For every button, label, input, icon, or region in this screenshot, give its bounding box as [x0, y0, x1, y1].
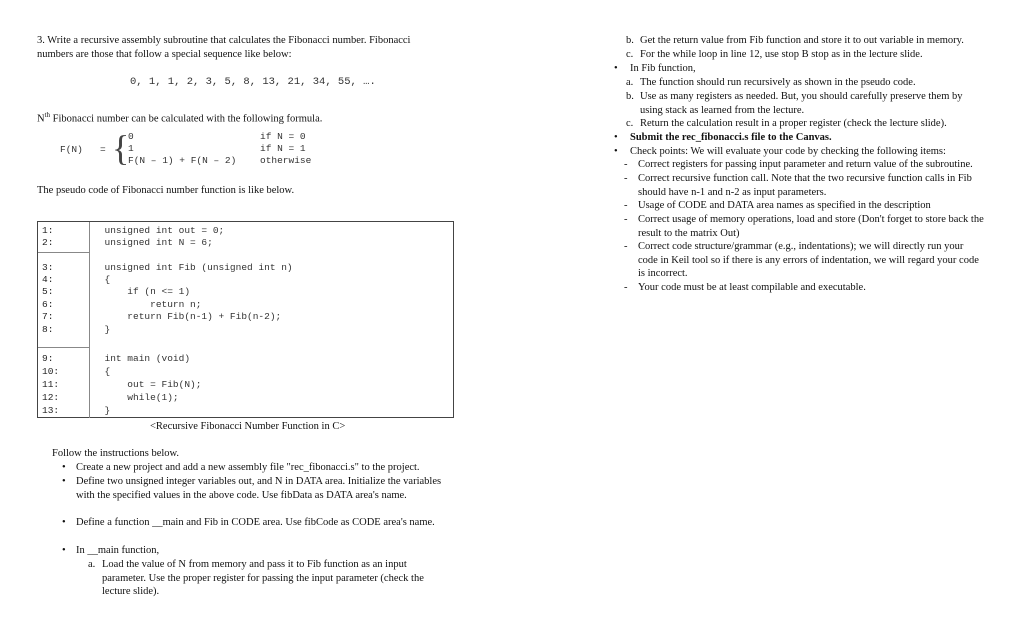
code-line	[42, 392, 179, 403]
code-line	[42, 379, 201, 390]
line-number: 9:	[42, 353, 54, 364]
formula-case-value: 1	[128, 143, 134, 154]
sub-label: a.	[88, 559, 96, 570]
follow-instructions: Follow the instructions below.	[52, 448, 180, 459]
bullet-dot: •	[614, 146, 618, 157]
check-item	[624, 158, 984, 172]
dash-glyph: -	[624, 214, 628, 225]
check-item-text: Usage of CODE and DATA area names as specified in the description	[638, 200, 931, 211]
formula-case-cond: if N = 0	[260, 131, 306, 142]
check-item	[624, 240, 984, 281]
code-line	[42, 237, 213, 248]
code-line	[42, 225, 224, 236]
bullet-dot: •	[62, 462, 66, 473]
bullet-dot: •	[62, 517, 66, 528]
code-line	[42, 405, 110, 416]
line-number: 5:	[42, 286, 54, 297]
code-text: unsigned int out = 0;	[76, 225, 225, 236]
submit-text: Submit the rec_fibonacci.s file to the Canvas.	[630, 132, 832, 143]
code-text: while(1);	[76, 392, 179, 403]
bullet-dot: •	[62, 545, 66, 556]
line-number: 8:	[42, 324, 54, 335]
check-item-text: Correct recursive function call. Note that the two recursive function calls in Fib should have n-1 and n-2 as input parameters.	[638, 173, 972, 198]
code-text: if (n <= 1)	[76, 286, 191, 297]
check-item-text: Correct registers for passing input parameter and return value of the subroutine.	[638, 159, 973, 170]
line-number: 4:	[42, 274, 54, 285]
code-line	[42, 311, 281, 322]
formula-brace: {	[112, 128, 130, 168]
bullet-text: In Fib function,	[630, 63, 696, 74]
formula-case-cond: if N = 1	[260, 143, 306, 154]
bullet-item	[62, 475, 457, 502]
pseudo-code-box	[37, 221, 454, 418]
bullet-item	[62, 516, 457, 530]
code-line	[42, 262, 293, 273]
bullet-dot: •	[62, 476, 66, 487]
code-text: unsigned int N = 6;	[76, 237, 213, 248]
sub-label: c.	[626, 118, 634, 129]
code-text: out = Fib(N);	[76, 379, 202, 390]
code-text: }	[76, 405, 111, 416]
check-item	[624, 281, 984, 295]
formula-case-cond: otherwise	[260, 155, 312, 166]
dash-glyph: -	[624, 159, 628, 170]
check-item-text: Your code must be at least compilable and executable.	[638, 282, 866, 293]
check-item	[624, 199, 984, 213]
line-number: 2:	[42, 237, 54, 248]
code-line	[42, 299, 201, 310]
nth-text: Fibonacci number can be calculated with the following formula.	[50, 113, 323, 125]
sub-text: Get the return value from Fib function and store it to out variable in memory.	[640, 35, 964, 46]
code-line	[42, 353, 190, 364]
sub-text: For the while loop in line 12, use stop B stop as in the lecture slide.	[640, 49, 923, 60]
sub-item	[626, 34, 986, 48]
check-item-text: Correct code structure/grammar (e.g., indentations); we will directly run your code in Keil tool so if there is any errors of indentation, we will regard your code is incorrect.	[638, 241, 979, 279]
nth-formula-intro	[37, 109, 322, 126]
sub-item	[626, 117, 986, 131]
code-text: }	[76, 324, 111, 335]
bullet-item	[614, 62, 984, 76]
line-number: 1:	[42, 225, 54, 236]
formula-eq: =	[100, 144, 106, 155]
dash-glyph: -	[624, 200, 628, 211]
code-line	[42, 286, 190, 297]
bullet-item	[62, 544, 457, 558]
bullet-text: In __main function,	[76, 545, 160, 556]
code-text: {	[76, 274, 111, 285]
sub-item	[626, 76, 986, 90]
bullet-text: Create a new project and add a new assembly file "rec_fibonacci.s" to the project.	[76, 462, 420, 473]
code-line	[42, 366, 110, 377]
fibonacci-formula	[60, 130, 390, 170]
dash-glyph: -	[624, 173, 628, 184]
code-line	[42, 274, 110, 285]
question-title: 3. Write a recursive assembly subroutine that calculates the Fibonacci number. Fibonacci numbers are those that follow a special sequence like below:	[37, 35, 411, 60]
line-number: 3:	[42, 262, 54, 273]
dash-glyph: -	[624, 241, 628, 252]
sub-item	[88, 558, 448, 599]
line-number: 10:	[42, 366, 60, 377]
sub-text: Use as many registers as needed. But, you should carefully preserve them by using stack as learned from the lecture.	[640, 91, 963, 116]
sub-item	[626, 90, 986, 117]
code-text: unsigned int Fib (unsigned int n)	[76, 262, 293, 273]
line-number: 12:	[42, 392, 60, 403]
fibonacci-sequence: 0, 1, 1, 2, 3, 5, 8, 13, 21, 34, 55, ….	[130, 76, 376, 88]
code-text: return n;	[76, 299, 202, 310]
code-text: int main (void)	[76, 353, 191, 364]
bullet-text: Define a function __main and Fib in CODE area. Use fibCode as CODE area's name.	[76, 517, 435, 528]
check-text: Check points: We will evaluate your code by checking the following items:	[630, 146, 946, 157]
sub-label: a.	[626, 77, 634, 88]
check-item-text: Correct usage of memory operations, load and store (Don't forget to store back the result to the matrix Out)	[638, 214, 984, 239]
bullet-item	[614, 145, 984, 159]
sub-text: Load the value of N from memory and pass it to Fib function as an input parameter. Use the proper register for passing the input parameter (check the lecture slide).	[102, 559, 424, 597]
bullet-item	[62, 461, 457, 475]
line-number: 7:	[42, 311, 54, 322]
formula-lhs: F(N)	[60, 144, 83, 155]
sub-label: c.	[626, 49, 634, 60]
nth-sup: th	[44, 111, 51, 119]
sub-text: The function should run recursively as shown in the pseudo code.	[640, 77, 916, 88]
line-number: 13:	[42, 405, 60, 416]
bullet-text: Define two unsigned integer variables out, and N in DATA area. Initialize the variables with the specified values in the above code. Use fibData as DATA area's name.	[76, 476, 442, 501]
check-item	[624, 172, 984, 199]
code-line	[42, 324, 110, 335]
sub-label: b.	[626, 91, 634, 102]
code-caption: <Recursive Fibonacci Number Function in C>	[150, 421, 346, 432]
dash-glyph: -	[624, 282, 628, 293]
formula-case-value: 0	[128, 131, 134, 142]
pseudo-code-intro: The pseudo code of Fibonacci number function is like below.	[37, 185, 295, 196]
sub-text: Return the calculation result in a proper register (check the lecture slide).	[640, 118, 947, 129]
code-text: return Fib(n-1) + Fib(n-2);	[76, 311, 282, 322]
code-text: {	[76, 366, 111, 377]
bullet-dot: •	[614, 63, 618, 74]
bullet-item	[614, 131, 984, 145]
formula-case-value: F(N – 1) + F(N – 2)	[128, 155, 237, 166]
bullet-dot: •	[614, 132, 618, 143]
nth-prefix: N	[37, 113, 45, 125]
sub-item	[626, 48, 986, 62]
line-number: 11:	[42, 379, 60, 390]
sub-label: b.	[626, 35, 634, 46]
check-item	[624, 213, 984, 240]
line-number: 6:	[42, 299, 54, 310]
